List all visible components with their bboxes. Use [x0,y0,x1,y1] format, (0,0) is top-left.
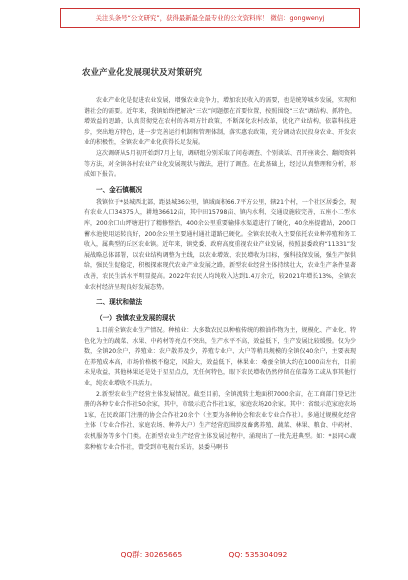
body-paragraph: 这次调研从5月初开始到7月上旬，调研组分别采取了问卷调查、个别谈话、召开座谈会、翻阅资料等方法，对全镇各村农业产业化发展现状与做法，进行了调查。在此基础上，经过认真整理和分析，形成如下报告。 [84,149,356,179]
section-heading: 一、金石镇概况 [96,185,143,194]
body-paragraph: 2.新型农业生产经营主体发展情况。截至目前，全镇流转土地面积7000余亩，在工商部门登记注册的各种专业合作社50余家，其中，市级示范合作社1家，家庭农场20余家。其中：省级示范家庭农场1家，在民政部门注册的协会合作社20余个（主要为各种协会和农业专业合作社）。多通过规模化经营主体（专业合作社、家庭农场、种养大户）生产经营范围涉及畜禽养殖、蔬菜、林果、粮食、中药材、农机服务等多个门类。在新型农业生产经营主体发展过程中，涌现出了一批先进典型。如：*县同心蔬菜种植专业合作社，曾受到市电视台采访，县委马啊书 [84,390,356,451]
body-paragraph: 1.目前全镇农业生产情况。种植业：大多数农民以种植传统的粮油作物为主，规模化、产业化、特色化为主的蔬菜、水果、中药材等亮点不突出，生产水平不高，效益低下，生产发展比较缓慢。仅为少数，全镇20余户，养殖业：农户散养及少，养殖专业户、大户等稍具规模的全镇仅40余户，主要表现在养殖成本高，市场价格极不稳定，风险大，效益低下，林果业：桑蚕全镇大约在1000亩左右，目前未见收益，其他林果还是处于星星点点，无任何特色，眼下农民增收仍然停留在依靠务工或从事其他行业，纯农业增收不具活力。 [84,327,356,388]
document-title: 农业产业化发展现状及对策研究 [82,67,203,77]
qq-group-text: QQ群: 30265665 [120,550,183,559]
qq-contact-text: QQ: 535304092 [228,550,288,559]
top-promo-banner: 关注头条号“公文研究”，获得最新最全最专业的公文资料库！ 微信：gongwenyj [60,8,360,28]
bottom-promo-banner [84,548,324,562]
body-paragraph: 我镇位于*县城西北部，距县城36公里，镇域面积66.7平方公里，辖21个村，一个社区居委会，现有农业人口34375人，耕地36612亩，其中田15798亩、镇内水利、交通设施较完善，五座小二型水库，200余口山坪塘进行了精修整治，400余公里重要输排水渠道进行了硬化，40余座提灌站，200口蓄水池使用运转良好，200余公里主要通村通社道路已硬化。全镇农民收入主要依托农业种养殖和务工收入，属典型的丘区农业镇。近年来，镇党委、政府高度重视农业产业发展，按照县委政府“11331”发展战略总体部署，以农业结构调整为主线，以农业增效、农民增收为目标，强科技保发展，强生产保供给，强民生促稳定，积极探索现代农业产业发展之路，新型农业经营主体持续壮大，农业生产条件显著改善，农民生活水平明显提高。2022年农民人均纯收入达到1.4万余元，较2021年增长13%，全镇农业农村经济呈现良好发展态势。 [84,198,356,291]
document-body [84,96,356,453]
body-paragraph: 农业产业化是促进农业发展，增强农业竞争力，增加农民收入的需要，也是统筹城乡发展，实现和谐社会的需要。近年来，我镇始终把解决“三农”问题摆在首要位置，按照围绕“三农”调结构、抓特色，增效益的思路，认真贯彻党在农村的各项方针政策，不断深化农村改革，优化产业结构，依靠科技进步，突出地方特色，进一步完善运行机制和管理体制，落实惠农政策，充分调动农民投身农业、开发农业的积极性，全镇农业产业化获得长足发展。 [84,97,356,147]
section-heading: 二、现状和做法 [96,298,143,307]
section-heading: （一）我镇农业发展的现状 [96,314,176,323]
